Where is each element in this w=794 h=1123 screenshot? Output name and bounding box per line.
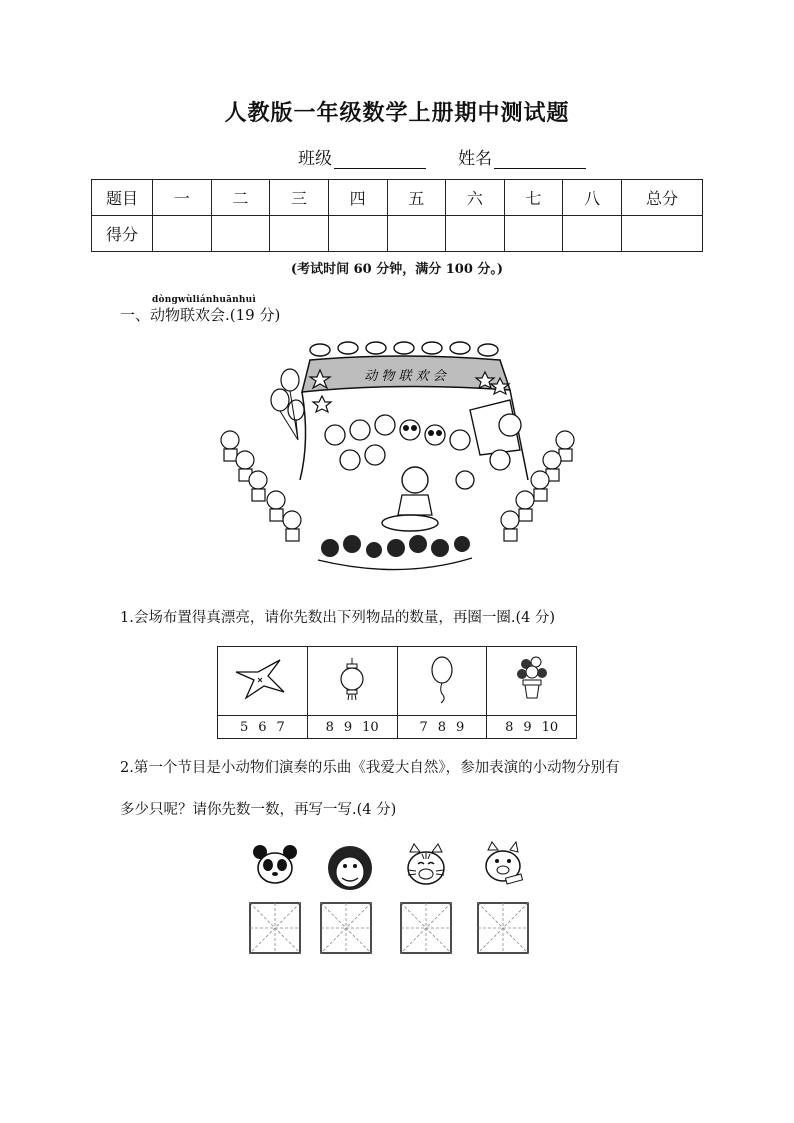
score-header-cell: 七 bbox=[504, 180, 563, 216]
monkey-face-icon bbox=[328, 846, 372, 890]
option-value[interactable]: 9 bbox=[456, 719, 465, 735]
class-blank[interactable] bbox=[334, 150, 426, 169]
score-header-cell: 五 bbox=[387, 180, 446, 216]
score-cell[interactable] bbox=[622, 216, 703, 252]
tiger-face-icon bbox=[408, 844, 444, 884]
score-header-cell: 总分 bbox=[622, 180, 703, 216]
score-row-label: 得分 bbox=[92, 216, 153, 252]
score-header-cell: 八 bbox=[563, 180, 622, 216]
score-header-cell: 一 bbox=[153, 180, 212, 216]
option-value[interactable]: 9 bbox=[343, 719, 353, 735]
option-value[interactable]: 10 bbox=[362, 719, 379, 735]
score-header-cell: 四 bbox=[328, 180, 387, 216]
score-cell[interactable] bbox=[563, 216, 622, 252]
answer-grid-monkey[interactable] bbox=[320, 902, 372, 954]
score-header-cell: 三 bbox=[270, 180, 329, 216]
balloon-icon bbox=[422, 654, 462, 704]
score-row bbox=[92, 216, 703, 252]
score-header-cell: 六 bbox=[446, 180, 505, 216]
score-header-cell: 题目 bbox=[92, 180, 153, 216]
count-pic-cell bbox=[307, 647, 397, 716]
answer-grid-tiger[interactable] bbox=[400, 902, 452, 954]
panda-face-icon bbox=[253, 845, 297, 883]
q2-text-line2: 多少只呢？请你先数一数，再写一写.(4 分) bbox=[120, 802, 397, 818]
answer-grid-pig[interactable] bbox=[477, 902, 529, 954]
option-value[interactable]: 7 bbox=[276, 719, 285, 735]
name-label: 姓名 bbox=[458, 149, 492, 169]
banner-text: 动 物 联 欢 会 bbox=[364, 369, 446, 384]
option-value[interactable]: 8 bbox=[505, 719, 514, 735]
score-table bbox=[91, 179, 703, 252]
options-cell bbox=[218, 716, 308, 739]
option-value[interactable]: 8 bbox=[325, 719, 334, 735]
q2-text-line1: 2.第一个节目是小动物们演奏的乐曲《我爱大自然》，参加表演的小动物分别有 bbox=[120, 760, 620, 776]
name-blank[interactable] bbox=[494, 150, 586, 169]
page-title: 人教版一年级数学上册期中测试题 bbox=[224, 100, 570, 126]
option-value[interactable]: 10 bbox=[541, 719, 559, 735]
option-value[interactable]: 8 bbox=[437, 719, 447, 735]
section1-pinyin: dòngwùliánhuānhuì bbox=[152, 295, 257, 305]
lantern-icon bbox=[332, 656, 372, 702]
score-header-row bbox=[92, 180, 703, 216]
score-cell[interactable] bbox=[211, 216, 270, 252]
count-table bbox=[217, 646, 577, 739]
score-cell[interactable] bbox=[387, 216, 446, 252]
options-cell bbox=[487, 716, 577, 739]
answer-grid-panda[interactable] bbox=[249, 902, 301, 954]
count-pic-cell bbox=[487, 647, 577, 716]
q1-text: 1.会场布置得真漂亮，请你先数出下列物品的数量，再圈一圈.(4 分) bbox=[120, 610, 556, 626]
animal-party-scene-illustration bbox=[210, 330, 590, 592]
count-pic-cell bbox=[218, 647, 308, 716]
class-field[interactable] bbox=[298, 144, 426, 169]
option-value[interactable]: 9 bbox=[523, 719, 532, 735]
exam-note: (考试时间 60 分钟，满分 100 分。) bbox=[290, 262, 504, 277]
score-cell[interactable] bbox=[153, 216, 212, 252]
option-value[interactable]: 5 bbox=[239, 719, 249, 735]
score-cell[interactable] bbox=[328, 216, 387, 252]
star-icon bbox=[232, 656, 292, 702]
score-cell[interactable] bbox=[504, 216, 563, 252]
options-cell bbox=[307, 716, 397, 739]
animal-faces-row bbox=[248, 840, 548, 896]
count-pic-cell bbox=[397, 647, 487, 716]
option-value[interactable]: 6 bbox=[258, 719, 267, 735]
score-cell[interactable] bbox=[270, 216, 329, 252]
class-label: 班级 bbox=[298, 149, 332, 169]
pig-face-icon bbox=[486, 842, 523, 884]
score-header-cell: 二 bbox=[211, 180, 270, 216]
section1-heading: 一、动物联欢会.(19 分) bbox=[120, 306, 281, 324]
options-cell bbox=[397, 716, 487, 739]
option-value[interactable]: 7 bbox=[419, 719, 428, 735]
flower-pot-icon bbox=[512, 654, 552, 704]
score-cell[interactable] bbox=[446, 216, 505, 252]
name-field[interactable] bbox=[458, 144, 586, 169]
